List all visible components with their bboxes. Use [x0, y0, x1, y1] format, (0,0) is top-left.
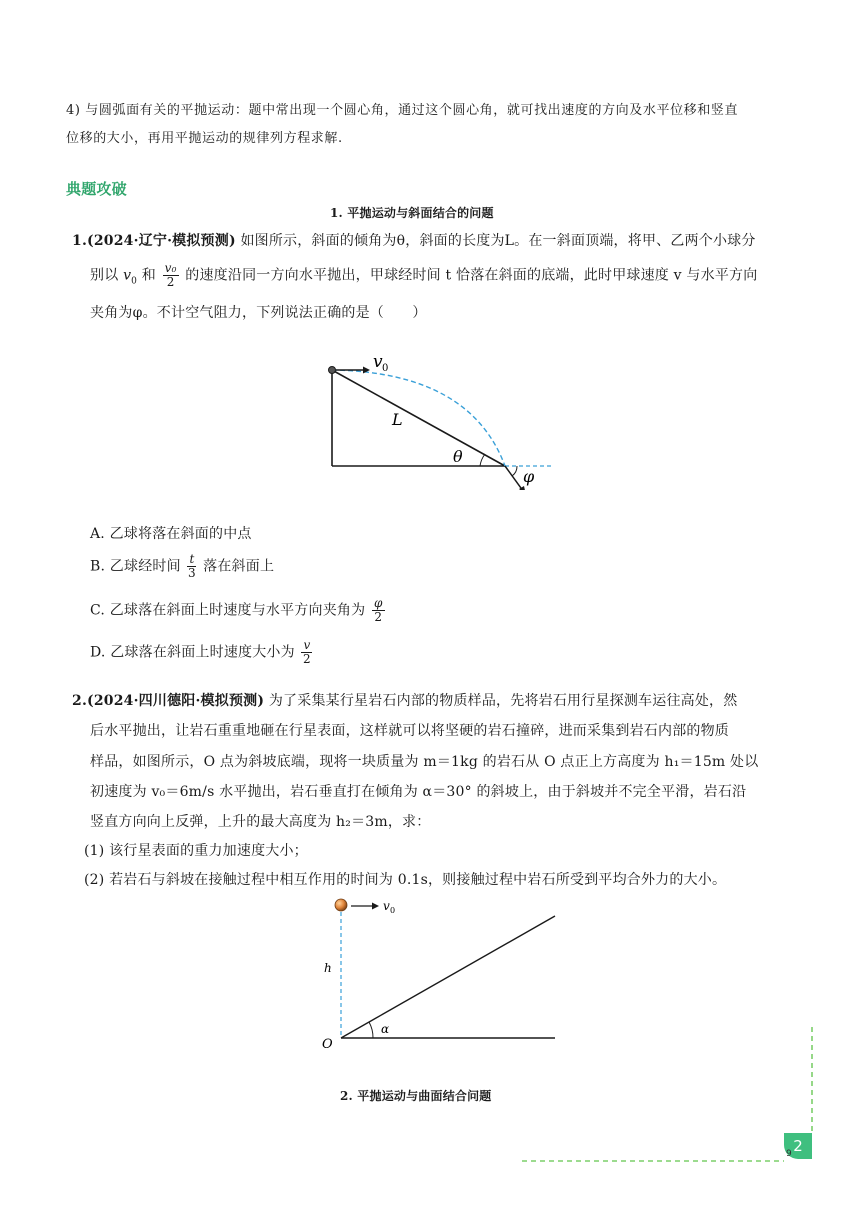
question-number: 1.: [72, 233, 88, 249]
question-1-line-2: [90, 262, 757, 289]
subscript: 0: [131, 276, 138, 287]
label-L: L: [392, 410, 403, 429]
alpha-arc: [369, 1022, 373, 1038]
ball-icon: [329, 367, 336, 374]
question-text: 如图所示，斜面的倾角为θ，斜面的长度为L。在一斜面顶端，将甲、乙两个小球分: [240, 233, 756, 249]
question-1-line-3: 夹角为φ。不计空气阻力，下列说法正确的是（ ）: [90, 305, 427, 321]
label-O: O: [322, 1037, 333, 1052]
fraction-numerator: φ: [373, 596, 383, 610]
fraction-v-over-2: [301, 639, 312, 666]
label-v: v: [373, 352, 383, 372]
label-alpha: α: [381, 1022, 390, 1036]
page-number-badge: 2: [784, 1133, 812, 1159]
option-text: B. 乙球经时间: [90, 558, 181, 575]
option-b: [90, 553, 274, 580]
option-c: [90, 597, 387, 624]
slope-line: [341, 916, 555, 1038]
option-text: D. 乙球落在斜面上时速度大小为: [90, 644, 295, 661]
option-text: 落在斜面上: [203, 558, 275, 575]
rock-icon: [335, 899, 347, 911]
fraction-denominator: 2: [303, 652, 311, 666]
initial-velocity-arrowhead: [372, 903, 379, 910]
section-title: 典题攻破: [66, 180, 127, 198]
fraction-numerator: t: [189, 552, 195, 566]
fraction-denominator: 2: [166, 275, 175, 289]
subsection-title-2: 2. 平抛运动与曲面结合问题: [340, 1089, 492, 1103]
fraction-denominator: 2: [374, 610, 383, 624]
fraction-numerator: v₀: [164, 261, 177, 275]
option-a: A. 乙球将落在斜面的中点: [90, 526, 252, 542]
question-2-line-1: [72, 690, 737, 710]
subsection-title-1: 1. 平抛运动与斜面结合的问题: [330, 206, 494, 220]
question-2-line-2: 后水平抛出，让岩石重重地砸在行星表面，这样就可以将坚硬的岩石撞碎，进而采集到岩石内部的物质: [90, 723, 729, 739]
question-2-part-1: (1) 该行星表面的重力加速度大小；: [84, 843, 308, 859]
question-1-line-1: [72, 230, 756, 250]
fraction-denominator: 3: [188, 566, 196, 580]
question-2-line-5: 竖直方向向上反弹，上升的最大高度为 h₂＝3m，求：: [90, 814, 431, 830]
question-text: 的速度沿同一方向水平抛出，甲球经时间 t 恰落在斜面的底端，此时甲球速度 v 与水平方向: [185, 267, 758, 284]
fraction-numerator: v: [303, 638, 311, 652]
question-source: (2024·辽宁·模拟预测): [87, 233, 236, 249]
label-h: h: [324, 961, 332, 975]
question-2-line-3: 样品，如图所示，O 点为斜坡底端，现将一块质量为 m＝1kg 的岩石从 O 点正上方高度为 h₁＝15m 处以: [90, 754, 759, 770]
label-v-subscript: 0: [390, 906, 396, 915]
question-2-part-2: (2) 若岩石与斜坡在接触过程中相互作用的时间为 0.1s，则接触过程中岩石所受到平均合外力的大小。: [84, 872, 727, 888]
question-text: 和: [141, 267, 156, 284]
question-text: 为了采集某行星岩石内部的物质样品，先将岩石用行星探测车运往高处，然: [268, 693, 738, 709]
label-v: v: [383, 899, 390, 913]
question-text: 别以: [90, 267, 119, 284]
theta-arc: [480, 454, 485, 466]
fraction-t-over-3: [187, 553, 196, 580]
intro-line-2: 位移的大小，再用平抛运动的规律列方程求解.: [66, 131, 343, 146]
intro-line-1: 4) 与圆弧面有关的平抛运动：题中常出现一个圆心角，通过这个圆心角，就可找出速度的方向及水平位移和竖直: [66, 103, 739, 118]
incline-figure-1: [320, 350, 560, 490]
phi-arc: [512, 466, 517, 476]
label-v-subscript: 0: [382, 363, 389, 374]
question-number: 2.: [72, 693, 88, 709]
question-2-line-4: 初速度为 v₀＝6m/s 水平抛出，岩石垂直打在倾角为 α＝30° 的斜坡上，由于斜坡并不完全平滑，岩石沿: [90, 784, 747, 800]
label-theta: θ: [453, 447, 463, 466]
page-number-small: 9: [786, 1149, 792, 1159]
incline-slope: [332, 370, 505, 466]
fraction-v0-over-2: [163, 262, 179, 289]
symbol-v: v: [123, 267, 132, 284]
fraction-phi-over-2: [372, 597, 385, 624]
option-text: C. 乙球落在斜面上时速度与水平方向夹角为: [90, 602, 366, 619]
label-phi: φ: [523, 467, 535, 486]
question-source: (2024·四川德阳·模拟预测): [87, 693, 265, 709]
option-d: [90, 639, 314, 666]
page-frame-decoration: [520, 1025, 820, 1165]
